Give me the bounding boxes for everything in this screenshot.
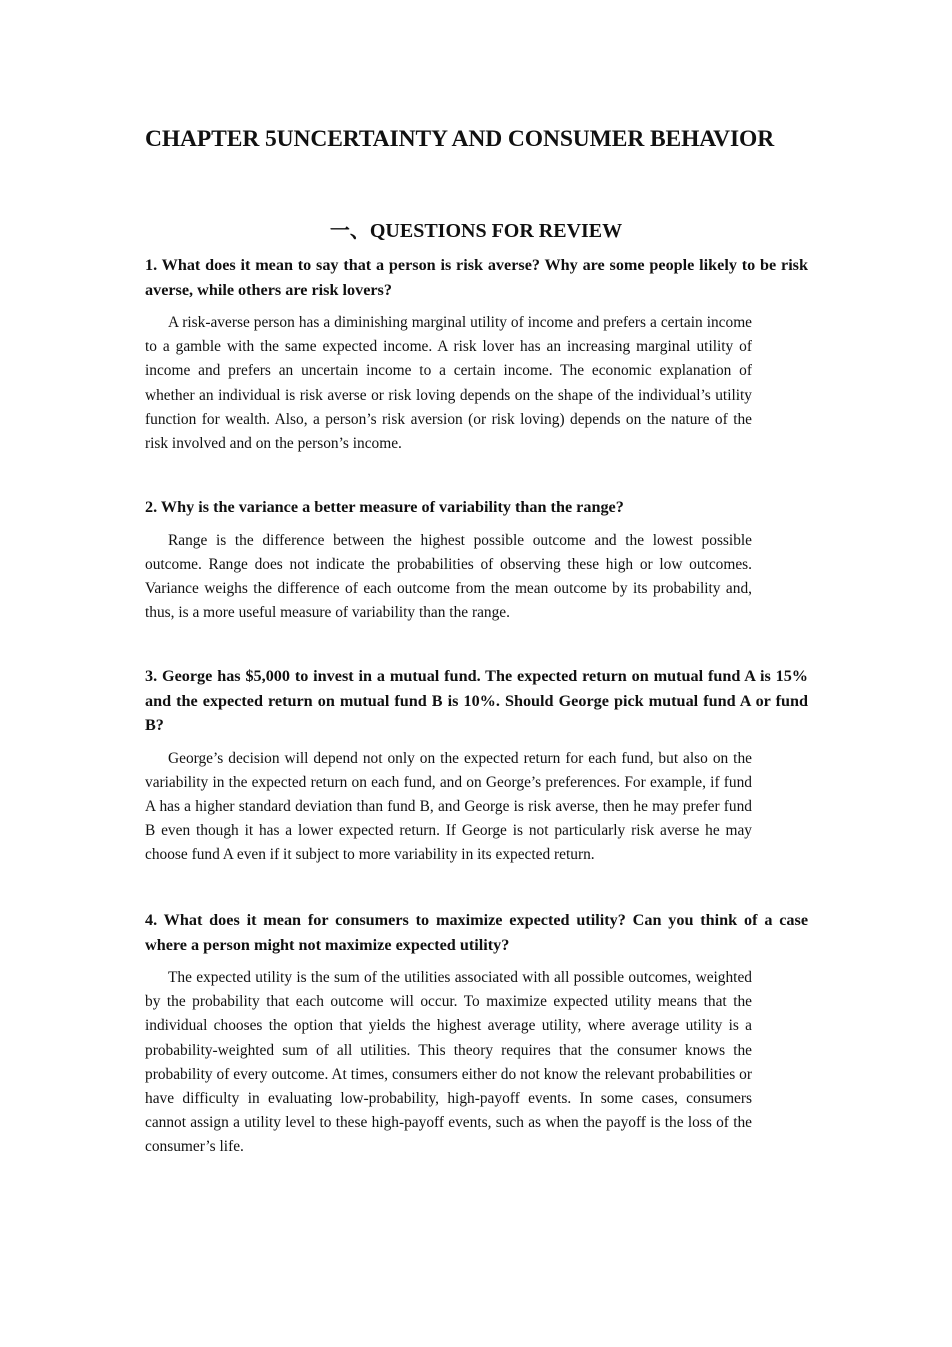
answer-4-text: The expected utility is the sum of the utilities associated with all possible outcomes, weighted by the probability that each outcome will occur. To maximize expected utility means that the individual chooses the option that yields the highest average utility, where average utility is a probability-weighted sum of all utilities. This theory requires that the consumer knows the probability of every outcome. At times, consumers either do not know the relevant probabilities or have difficulty in evaluating low-probability, high-payoff events. In some cases, consumers cannot assign a utility level to these high-payoff events, such as when the payoff is the loss of the consumer’s life. bbox=[145, 969, 752, 1156]
answer-2-text: Range is the difference between the highest possible outcome and the lowest possible outcome. Range does not indicate the probabilities of observing these high or low outcomes. Variance weighs the difference of each outcome from the mean outcome by its probability and, thus, is a more useful measure of variability than the range. bbox=[145, 531, 752, 622]
answer-1-text: A risk-averse person has a diminishing marginal utility of income and prefers a certain income to a gamble with the same expected income. A risk lover has an increasing marginal utility of income and prefers an uncertain income to a certain income. The economic explanation of whether an individual is risk averse or risk loving depends on the shape of the individual’s utility function for wealth. Also, a person’s risk aversion (or risk loving) depends on the nature of the risk involved and on the person’s income. bbox=[145, 314, 752, 453]
question-4-text: 4. What does it mean for consumers to maximize expected utility? Can you think of a case where a person might not maximize expected utility? bbox=[145, 911, 808, 954]
section-heading: 一、QUESTIONS FOR REVIEW bbox=[329, 220, 623, 242]
question-3-text: 3. George has $5,000 to invest in a mutual fund. The expected return on mutual fund A is 15% and the expected return on mutual fund B is 10%. Should George pick mutual fund A or fund B? bbox=[145, 667, 808, 734]
chapter-title: CHAPTER 5UNCERTAINTY AND CONSUMER BEHAVIOR bbox=[145, 126, 775, 152]
question-block-3 bbox=[145, 664, 808, 868]
question-block-2 bbox=[145, 495, 808, 625]
question-block-1 bbox=[145, 253, 808, 456]
question-block-4 bbox=[145, 908, 808, 1160]
answer-3-text: George’s decision will depend not only on the expected return for each fund, but also on the variability in the expected return on each fund, and on George’s preferences. For example, if fund A has a higher standard deviation than fund B, and George is risk averse, then he may prefer fund B even though it has a lower expected return. If George is not particularly risk averse he may choose fund A even if it subject to more variability in its expected return. bbox=[145, 749, 752, 864]
question-2-text: 2. Why is the variance a better measure of variability than the range? bbox=[145, 498, 624, 516]
question-1-text: 1. What does it mean to say that a person is risk averse? Why are some people likely to be risk averse, while others are risk lovers? bbox=[145, 256, 808, 299]
